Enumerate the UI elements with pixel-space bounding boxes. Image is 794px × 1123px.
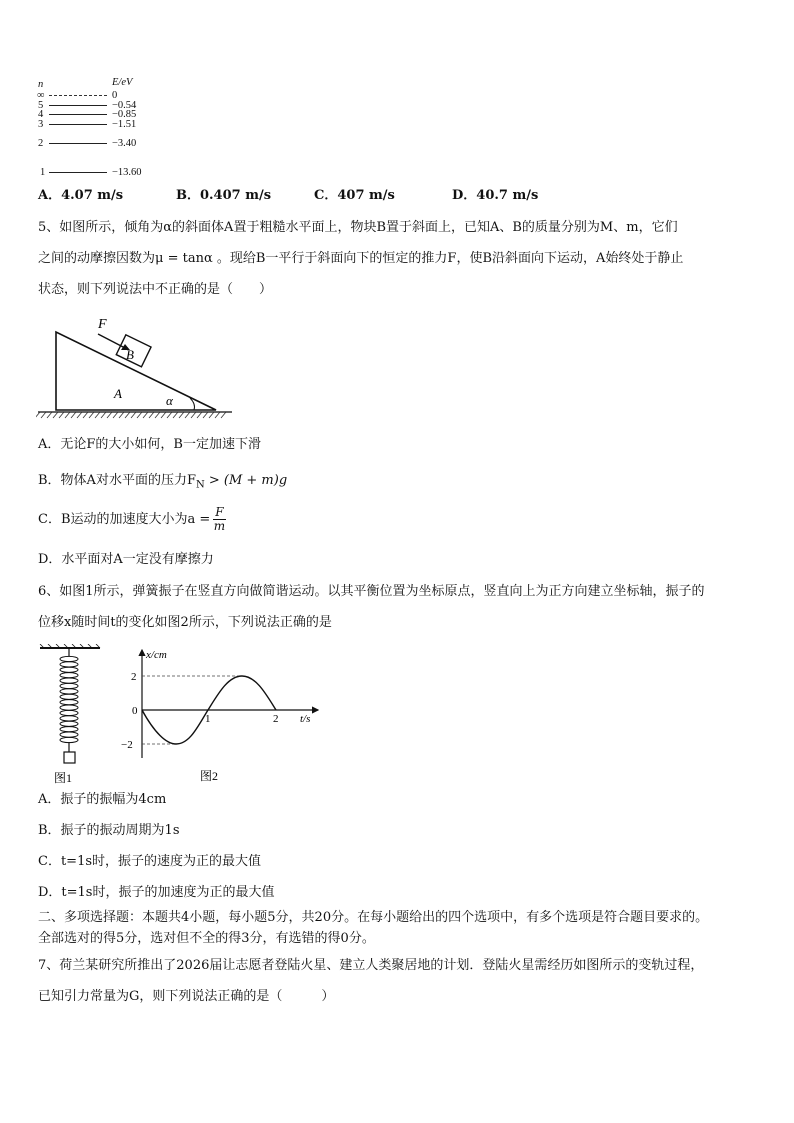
hatch-line — [197, 412, 202, 418]
ground-hatch — [36, 412, 232, 418]
hatch-line — [191, 412, 196, 418]
level-energy-inf: 0 — [112, 90, 118, 101]
level-n-2: 2 — [38, 138, 44, 149]
q5-option-c[interactable] — [38, 506, 226, 533]
q5-text-line2: 之间的动摩擦因数为μ = tanα 。现给B一平行于斜面向下的恒定的推力F，使B沿斜面向下运动，A始终处于静止 — [38, 251, 684, 266]
n-axis-label: n — [38, 79, 44, 90]
hatch-line — [107, 412, 112, 418]
q5-option-b-text: B．物体A对水平面的压力F — [38, 473, 196, 488]
energy-level-diagram — [36, 76, 156, 184]
force-label: F — [98, 317, 107, 332]
incline-label: A — [114, 386, 122, 401]
section2-heading-line2: 全部选对的得5分，选对但不全的得3分，有选错的得0分。 — [38, 931, 375, 946]
angle-label: α — [166, 393, 173, 408]
hatch-line — [209, 412, 214, 418]
q7-text-line1: 7、荷兰某研究所推出了2026届让志愿者登陆火星、建立人类聚居地的计划．登陆火星需经历如图所示的变轨过程， — [38, 958, 704, 973]
spring-oscillator-figure — [38, 644, 108, 786]
hatch-line — [36, 412, 40, 418]
level-n-5: 5 — [38, 100, 44, 111]
q4-option-a[interactable]: A．4.07 m/s — [38, 188, 124, 203]
fig1-label: 图1 — [54, 771, 73, 785]
level-n-3: 3 — [38, 119, 44, 130]
spring-coil — [60, 662, 78, 667]
x-tick-1: 1 — [205, 713, 211, 725]
block-label: B — [126, 347, 134, 362]
hatch-line — [161, 412, 166, 418]
level-n-1: 1 — [40, 167, 46, 178]
spring-coil — [60, 694, 78, 699]
hatch-line — [95, 412, 100, 418]
hatch-line — [119, 412, 124, 418]
spring-coil — [60, 705, 78, 710]
hatch-line — [71, 412, 76, 418]
fraction-numerator: F — [215, 505, 224, 519]
hatch-line — [173, 412, 178, 418]
q6-option-c[interactable]: C．t=1s时，振子的速度为正的最大值 — [38, 854, 262, 869]
q5-text-line1: 5、如图所示，倾角为α的斜面体A置于粗糙水平面上，物块B置于斜面上，已知A、B的质量分别为M、m，它们 — [38, 220, 678, 235]
level-n-4: 4 — [38, 109, 44, 120]
hatch-line — [77, 412, 82, 418]
hatch-line — [143, 412, 148, 418]
hatch-line — [185, 412, 190, 418]
level-line-5 — [49, 105, 107, 106]
q5-option-d[interactable]: D．水平面对A一定没有摩擦力 — [38, 552, 214, 567]
displacement-time-graph — [118, 646, 328, 786]
oscillator-mass — [64, 752, 75, 763]
level-line-4 — [49, 114, 107, 115]
spring-coil — [60, 667, 78, 672]
q5-option-b[interactable] — [38, 473, 287, 494]
spring-coil — [60, 689, 78, 694]
hatch-line — [137, 412, 142, 418]
hatch-line — [41, 412, 46, 418]
hatch-line — [101, 412, 106, 418]
q4-option-c[interactable]: C．407 m/s — [314, 188, 395, 203]
level-energy-2: −3.40 — [112, 138, 137, 149]
hatch-line — [113, 412, 118, 418]
q5-option-c-text: C．B运动的加速度大小为a = — [38, 511, 211, 527]
level-energy-4: −0.85 — [112, 109, 137, 120]
spring-coils — [60, 656, 78, 742]
spring-coil — [60, 732, 78, 737]
q6-option-d[interactable]: D．t=1s时，振子的加速度为正的最大值 — [38, 885, 275, 900]
spring-coil — [60, 716, 78, 721]
y-tick-pos: 2 — [131, 671, 137, 683]
spring-coil — [60, 678, 78, 683]
hatch-line — [53, 412, 58, 418]
level-energy-5: −0.54 — [112, 100, 137, 111]
hatch-line — [167, 412, 172, 418]
y-axis-label: x/cm — [146, 649, 167, 661]
level-line-inf — [49, 95, 107, 96]
fig2-label: 图2 — [200, 769, 219, 783]
hatch-line — [65, 412, 70, 418]
spring-coil — [60, 721, 78, 726]
level-line-3 — [49, 124, 107, 125]
hatch-line — [221, 412, 226, 418]
spring-coil — [60, 727, 78, 732]
hatch-line — [83, 412, 88, 418]
level-energy-1: −13.60 — [112, 167, 142, 178]
energy-axis-label: E/eV — [112, 77, 133, 88]
q7-text-line2: 已知引力常量为G，则下列说法正确的是（ ） — [38, 989, 335, 1004]
x-tick-2: 2 — [273, 713, 279, 725]
hatch-line — [149, 412, 154, 418]
spring-coil — [60, 700, 78, 705]
x-axis-label: t/s — [300, 713, 311, 725]
y-tick-neg: −2 — [121, 739, 133, 751]
q5-option-c-fraction — [213, 506, 225, 533]
q5-option-b-tail: > (M + m)g — [204, 473, 288, 488]
section2-heading-line1: 二、多项选择题：本题共4小题，每小题5分，共20分。在每小题给出的四个选项中，有多个选项是符合题目要求的。 — [38, 910, 709, 925]
q4-option-d[interactable]: D．40.7 m/s — [452, 188, 539, 203]
hatch-line — [215, 412, 220, 418]
q6-option-b[interactable]: B．振子的振动周期为1s — [38, 823, 180, 838]
force-arrow — [98, 334, 125, 348]
level-line-2 — [49, 143, 107, 144]
hatch-line — [203, 412, 208, 418]
hatch-line — [47, 412, 52, 418]
q5-option-a[interactable]: A．无论F的大小如何，B一定加速下滑 — [38, 437, 261, 452]
q5-option-b-sub: N — [195, 479, 205, 491]
y-tick-zero: 0 — [132, 705, 138, 717]
hatch-line — [179, 412, 184, 418]
q6-text-line2: 位移x随时间t的变化如图2所示，下列说法正确的是 — [38, 615, 332, 630]
q6-option-a[interactable]: A．振子的振幅为4cm — [38, 792, 167, 807]
level-energy-3: −1.51 — [112, 119, 137, 130]
fraction-denominator: m — [213, 519, 226, 533]
level-n-inf: ∞ — [37, 90, 45, 101]
spring-coil — [60, 710, 78, 715]
hatch-line — [89, 412, 94, 418]
level-line-1 — [49, 172, 107, 173]
q5-text-line3: 状态，则下列说法中不正确的是（ ） — [38, 282, 273, 297]
q6-text-line1: 6、如图1所示，弹簧振子在竖直方向做简谐运动。以其平衡位置为坐标原点，竖直向上为正方向建立坐标轴，振子的 — [38, 584, 705, 599]
hatch-line — [131, 412, 136, 418]
q5-incline-figure — [36, 312, 236, 422]
q4-option-b[interactable]: B．0.407 m/s — [176, 188, 272, 203]
spring-coil — [60, 673, 78, 678]
spring-coil — [60, 656, 78, 661]
hatch-line — [125, 412, 130, 418]
hatch-line — [59, 412, 64, 418]
spring-coil — [60, 737, 78, 742]
spring-coil — [60, 683, 78, 688]
hatch-line — [155, 412, 160, 418]
